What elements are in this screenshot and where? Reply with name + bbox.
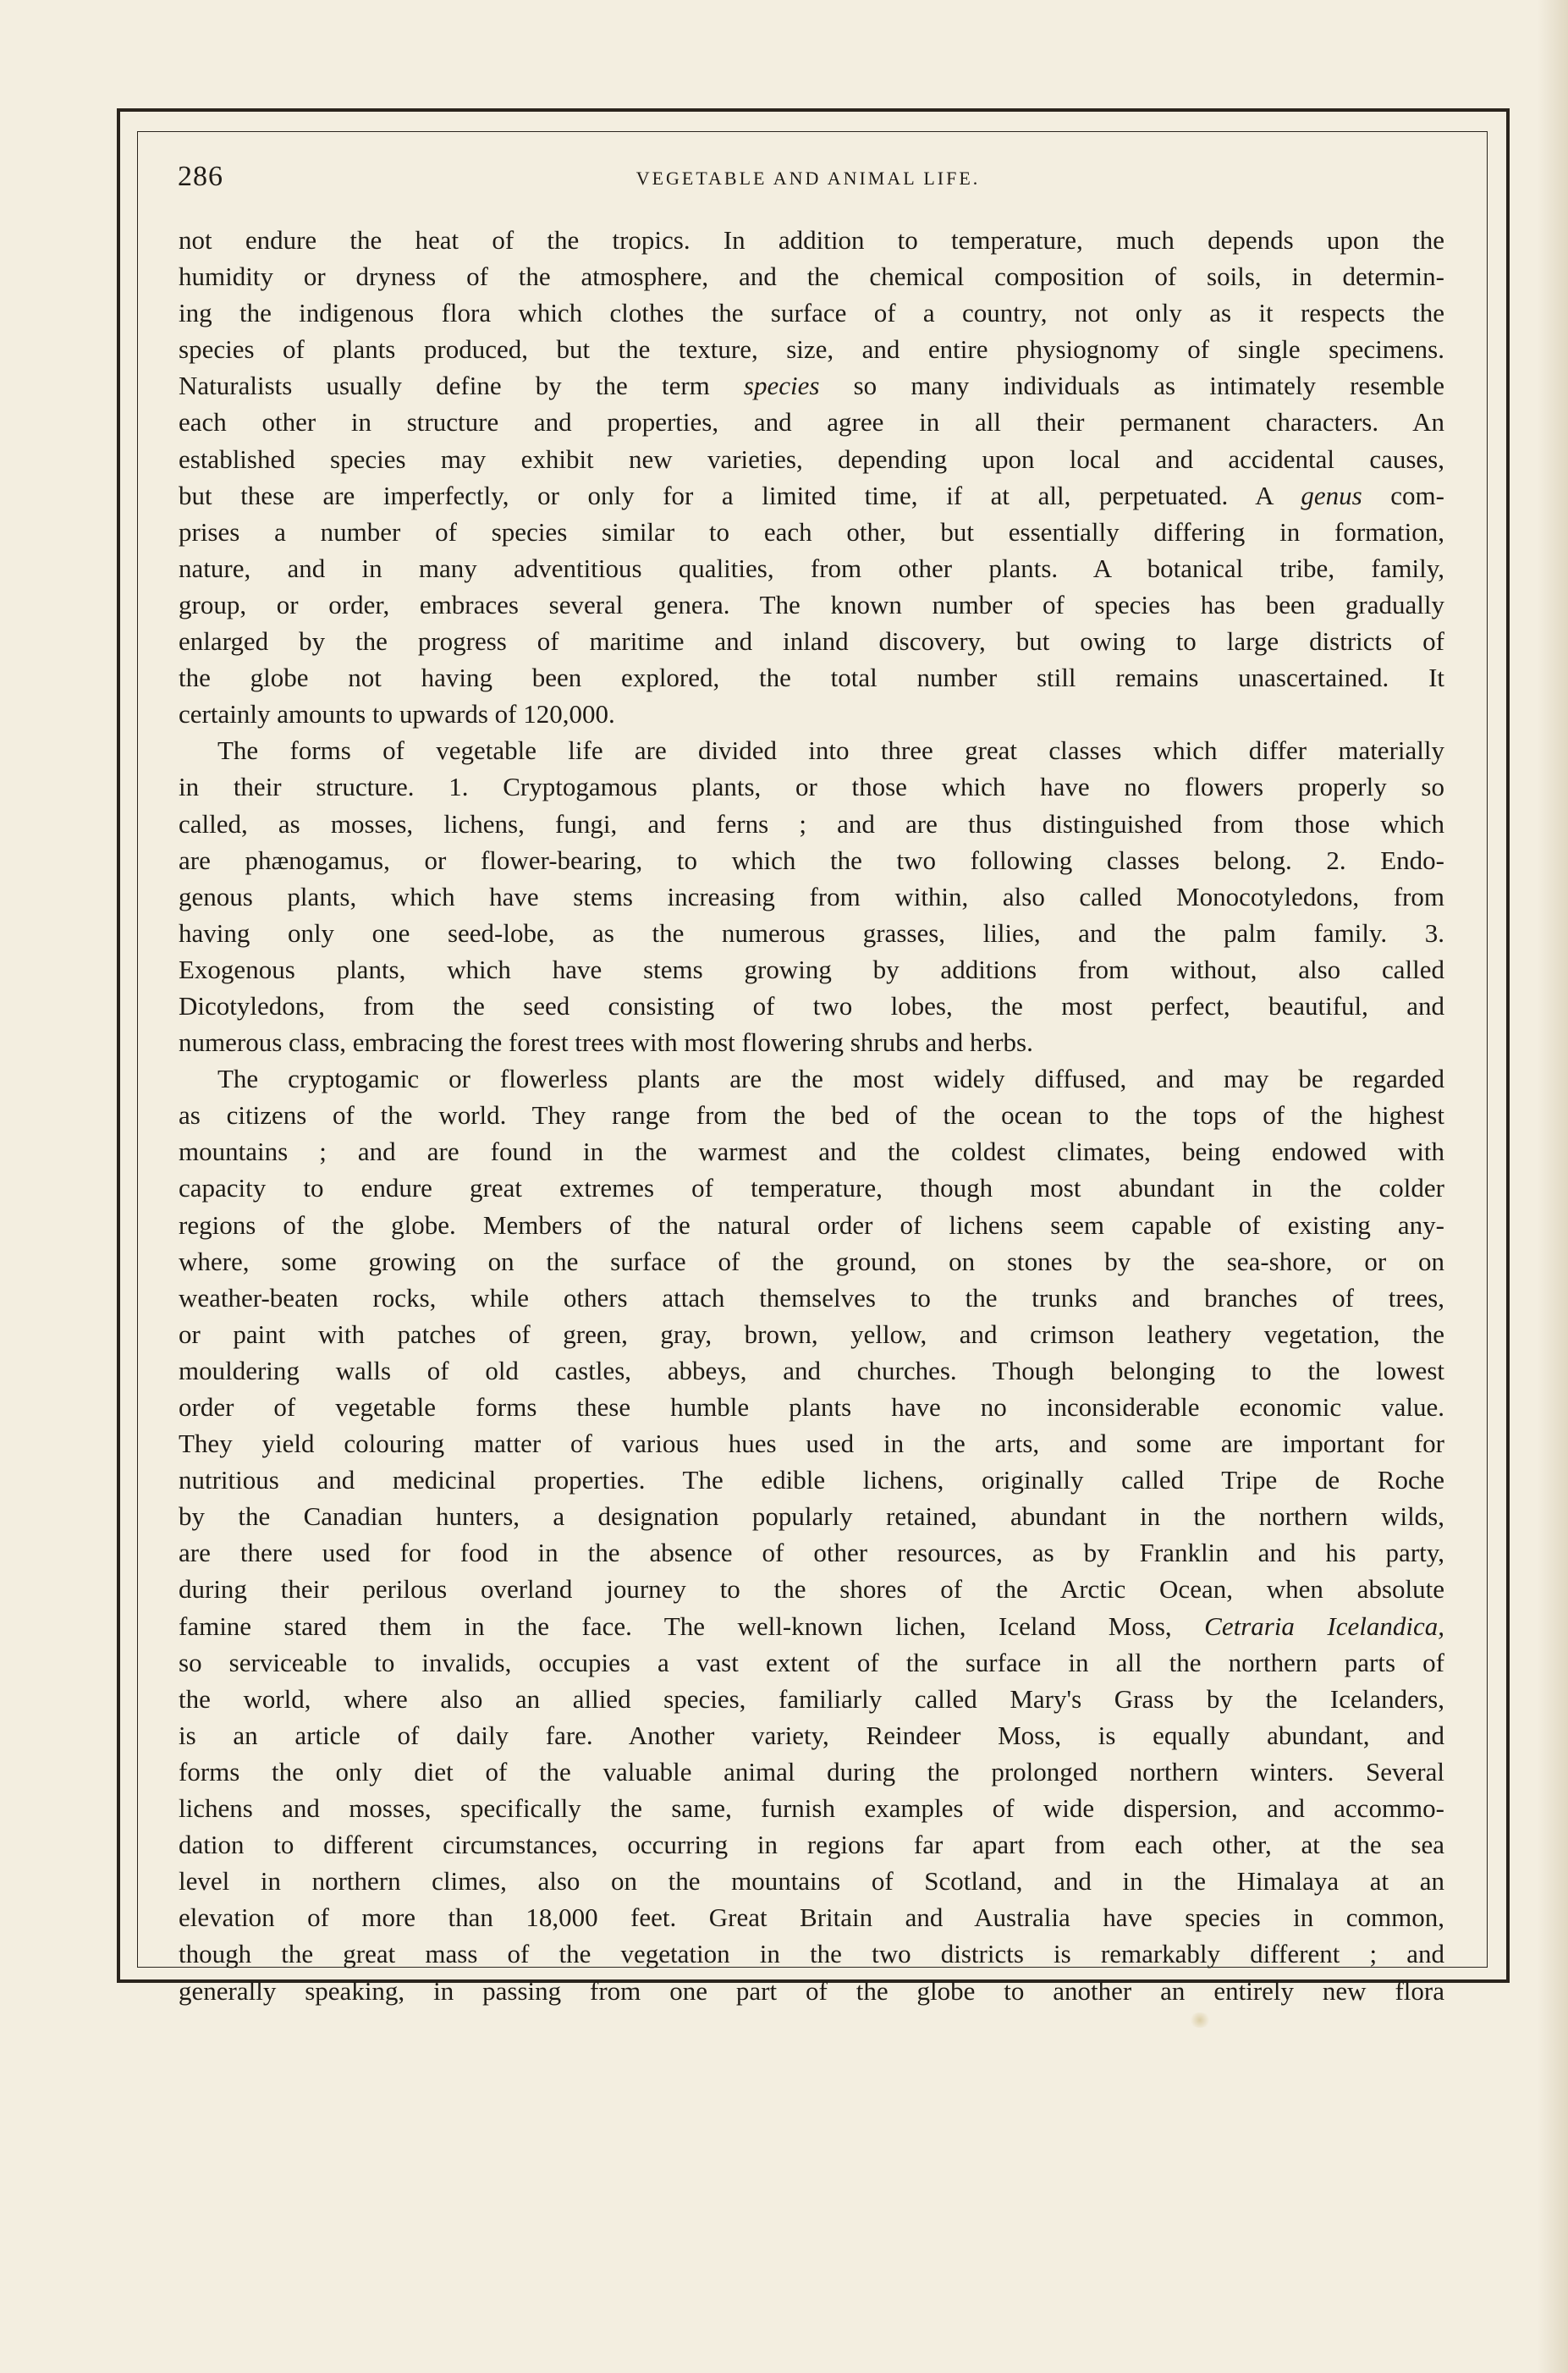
text-line: the globe not having been explored, the total number still remains unascertained. It xyxy=(179,663,1444,693)
text-line: so serviceable to invalids, occupies a vast extent of the surface in all the northern parts of xyxy=(179,1647,1444,1677)
text-line: mountains ; and are found in the warmest and the coldest climates, being endowed with xyxy=(179,1137,1444,1167)
text-line xyxy=(179,1608,1444,1644)
text-line: certainly amounts to upwards of 120,000. xyxy=(179,699,615,730)
text-line: are there used for food in the absence of other resources, as by Franklin and his party, xyxy=(179,1538,1444,1568)
italic-term: species xyxy=(743,371,820,401)
text-line: Exogenous plants, which have stems growing by additions from without, also called xyxy=(179,954,1444,984)
text-line: level in northern climes, also on the mountains of Scotland, and in the Himalaya at an xyxy=(179,1866,1444,1897)
text-line: species of plants produced, but the texture, size, and entire physiognomy of single specimens. xyxy=(179,334,1444,365)
text-line: prises a number of species similar to each other, but essentially differing in formation, xyxy=(179,516,1444,547)
text-line xyxy=(179,477,1444,514)
text-line: numerous class, embracing the forest trees with most flowering shrubs and herbs. xyxy=(179,1027,1033,1058)
text-line: humidity or dryness of the atmosphere, and the chemical composition of soils, in determin- xyxy=(179,262,1444,292)
italic-term: Cetraria Icelandica, xyxy=(1204,1610,1444,1641)
text-line: Dicotyledons, from the seed consisting of two lobes, the most perfect, beautiful, and xyxy=(179,990,1444,1021)
running-title: VEGETABLE AND ANIMAL LIFE. xyxy=(635,168,981,189)
text-line: as citizens of the world. They range from the bed of the ocean to the tops of the highest xyxy=(179,1100,1444,1131)
text-line: ing the indigenous flora which clothes the surface of a country, not only as it respects the xyxy=(179,298,1444,328)
text-line: is an article of daily fare. Another variety, Reindeer Moss, is equally abundant, and xyxy=(179,1720,1444,1750)
text-line: having only one seed-lobe, as the numerous grasses, lilies, and the palm family. 3. xyxy=(179,917,1444,948)
text-segment: so many individuals as intimately resemble xyxy=(819,371,1444,401)
text-line: lichens and mosses, specifically the same, furnish examples of wide dispersion, and accommo- xyxy=(179,1793,1444,1824)
text-line: each other in structure and properties, and agree in all their permanent characters. An xyxy=(179,407,1444,438)
text-line: The cryptogamic or flowerless plants are the most widely diffused, and may be regarded xyxy=(217,1064,1444,1094)
text-line: enlarged by the progress of maritime and inland discovery, but owing to large districts of xyxy=(179,626,1444,657)
page-number: 286 xyxy=(178,161,223,192)
text-line: order of vegetable forms these humble plants have no inconsiderable economic value. xyxy=(179,1392,1444,1422)
text-segment: com- xyxy=(1362,480,1444,510)
paper-blemish xyxy=(1189,2012,1211,2028)
text-segment: Naturalists usually define by the term xyxy=(179,371,744,401)
text-line: forms the only diet of the valuable animal during the prolonged northern winters. Several xyxy=(179,1756,1444,1787)
text-line: nutritious and medicinal properties. The edible lichens, originally called Tripe de Roche xyxy=(179,1465,1444,1495)
text-line: The forms of vegetable life are divided into three great classes which differ materially xyxy=(217,735,1444,766)
text-line: nature, and in many adventitious qualities, from other plants. A botanical tribe, family, xyxy=(179,553,1444,583)
text-line: established species may exhibit new varieties, depending upon local and accidental causes, xyxy=(179,443,1444,474)
text-line: the world, where also an allied species, familiarly called Mary's Grass by the Icelanders, xyxy=(179,1683,1444,1714)
page-edge-shade xyxy=(1538,0,1568,2373)
body-text xyxy=(179,222,1444,2006)
text-line: where, some growing on the surface of the ground, on stones by the sea-shore, or on xyxy=(179,1246,1444,1276)
text-line: elevation of more than 18,000 feet. Great Britain and Australia have species in common, xyxy=(179,1902,1444,1933)
text-segment: but these are imperfectly, or only for a limited time, if at all, perpetuated. A xyxy=(179,480,1301,510)
text-line: mouldering walls of old castles, abbeys, and churches. Though belonging to the lowest xyxy=(179,1355,1444,1385)
text-line: during their perilous overland journey to the shores of the Arctic Ocean, when absolute xyxy=(179,1574,1444,1605)
text-line: dation to different circumstances, occurring in regions far apart from each other, at the sea xyxy=(179,1830,1444,1860)
text-line: weather-beaten rocks, while others attach themselves to the trunks and branches of trees, xyxy=(179,1282,1444,1313)
text-line: capacity to endure great extremes of temperature, though most abundant in the colder xyxy=(179,1173,1444,1203)
text-segment: famine stared them in the face. The well-known lichen, Iceland Moss, xyxy=(179,1610,1205,1641)
text-line: in their structure. 1. Cryptogamous plants, or those which have no flowers properly so xyxy=(179,772,1444,802)
text-line xyxy=(179,367,1444,404)
text-line: not endure the heat of the tropics. In addition to temperature, much depends upon the xyxy=(179,225,1444,255)
text-line: or paint with patches of green, gray, brown, yellow, and crimson leathery vegetation, the xyxy=(179,1319,1444,1349)
text-line: They yield colouring matter of various hues used in the arts, and some are important for xyxy=(179,1429,1444,1459)
text-line: though the great mass of the vegetation in the two districts is remarkably different ; and xyxy=(179,1939,1444,1969)
text-line: generally speaking, in passing from one part of the globe to another an entirely new flora xyxy=(179,1975,1444,2006)
running-head xyxy=(178,161,1439,203)
italic-term: genus xyxy=(1301,480,1362,510)
text-line: are phænogamus, or flower-bearing, to which the two following classes belong. 2. Endo- xyxy=(179,845,1444,875)
text-line: regions of the globe. Members of the natural order of lichens seem capable of existing any- xyxy=(179,1209,1444,1240)
text-line: genous plants, which have stems increasing from within, also called Monocotyledons, from xyxy=(179,881,1444,911)
text-line: group, or order, embraces several genera. The known number of species has been gradually xyxy=(179,589,1444,619)
text-line: called, as mosses, lichens, fungi, and ferns ; and are thus distinguished from those which xyxy=(179,808,1444,839)
text-line: by the Canadian hunters, a designation popularly retained, abundant in the northern wilds, xyxy=(179,1501,1444,1532)
